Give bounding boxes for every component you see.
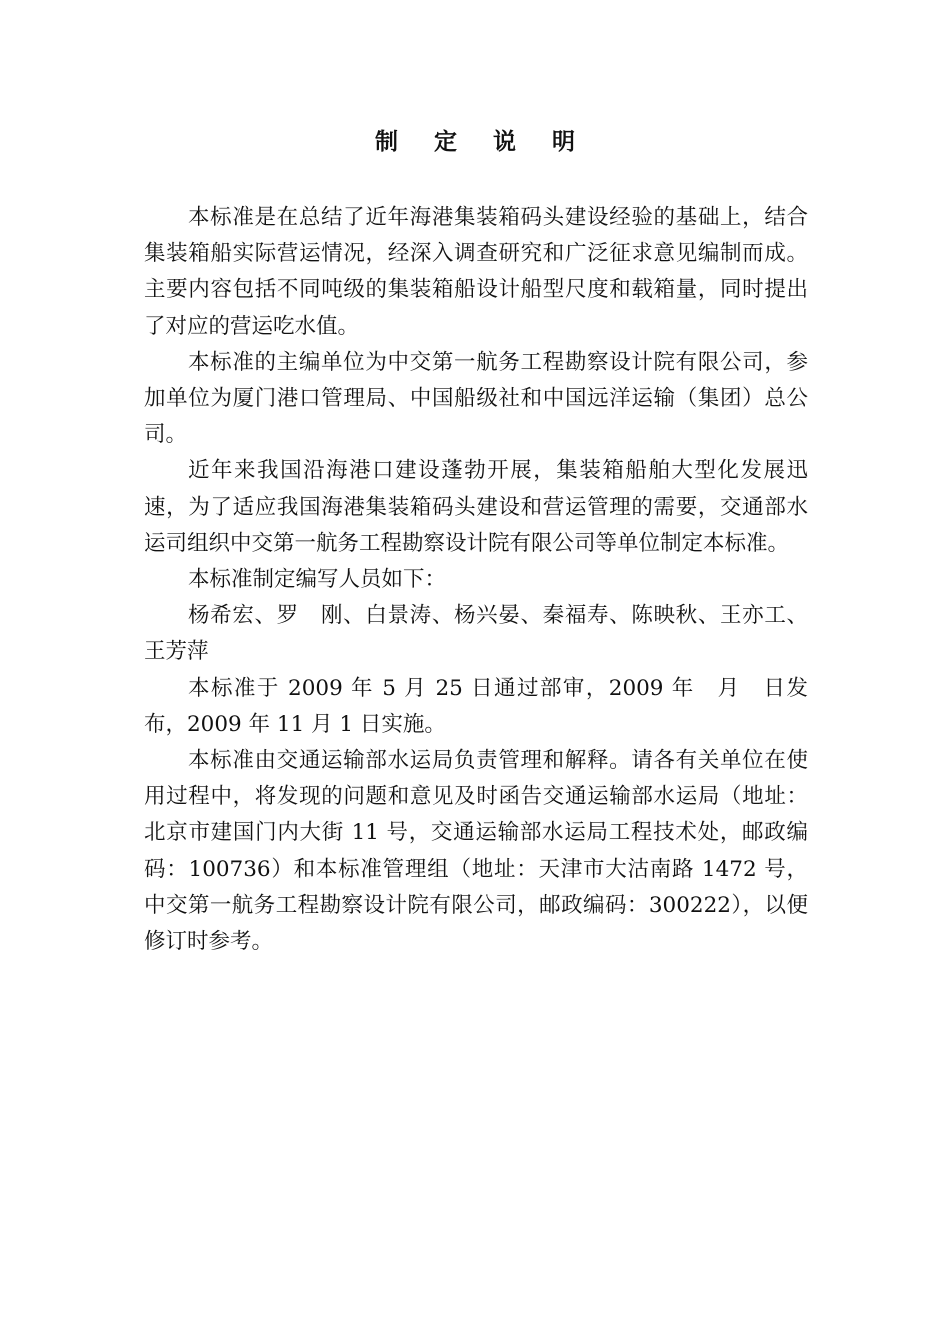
document-body — [144, 200, 808, 960]
paragraph-authors-heading: 本标准制定编写人员如下： — [188, 567, 447, 593]
paragraph-editors-units: 本标准的主编单位为中交第一航务工程勘察设计院有限公司，参加单位为厦门港口管理局、中国船级社和中国远洋运输（集团）总公司。 — [144, 349, 808, 448]
paragraph-background: 近年来我国沿海港口建设蓬勃开展，集装箱船舶大型化发展迅速，为了适应我国海港集装箱码头建设和营运管理的需要，交通部水运司组织中交第一航务工程勘察设计院有限公司等单位制定本标准。 — [144, 458, 808, 556]
page-title: 制 定 说 明 — [374, 128, 590, 155]
paragraph-dates: 本标准于 2009 年 5 月 25 日通过部审，2009 年 月 日发布，2009 年 11 月 1 日实施。 — [144, 675, 808, 737]
paragraph-authors-list: 杨希宏、罗 刚、白景涛、杨兴晏、秦福寿、陈映秋、王亦工、王芳萍 — [144, 603, 808, 665]
paragraph-intro: 本标准是在总结了近年海港集装箱码头建设经验的基础上，结合集装箱船实际营运情况，经深入调查研究和广泛征求意见编制而成。主要内容包括不同吨级的集装箱船设计船型尺度和载箱量，同时提出了对应的营运吃水值。 — [144, 205, 808, 339]
paragraph-management: 本标准由交通运输部水运局负责管理和解释。请各有关单位在使用过程中，将发现的问题和意见及时函告交通运输部水运局（地址：北京市建国门内大街 11 号，交通运输部水运局工程技术处，邮政编码：100736）和本标准管理组（地址：天津市大沽南路 1472 号，中交第一航务工程勘察设计院有限公司，邮政编码：300222），以便修订时参考。 — [144, 748, 808, 955]
